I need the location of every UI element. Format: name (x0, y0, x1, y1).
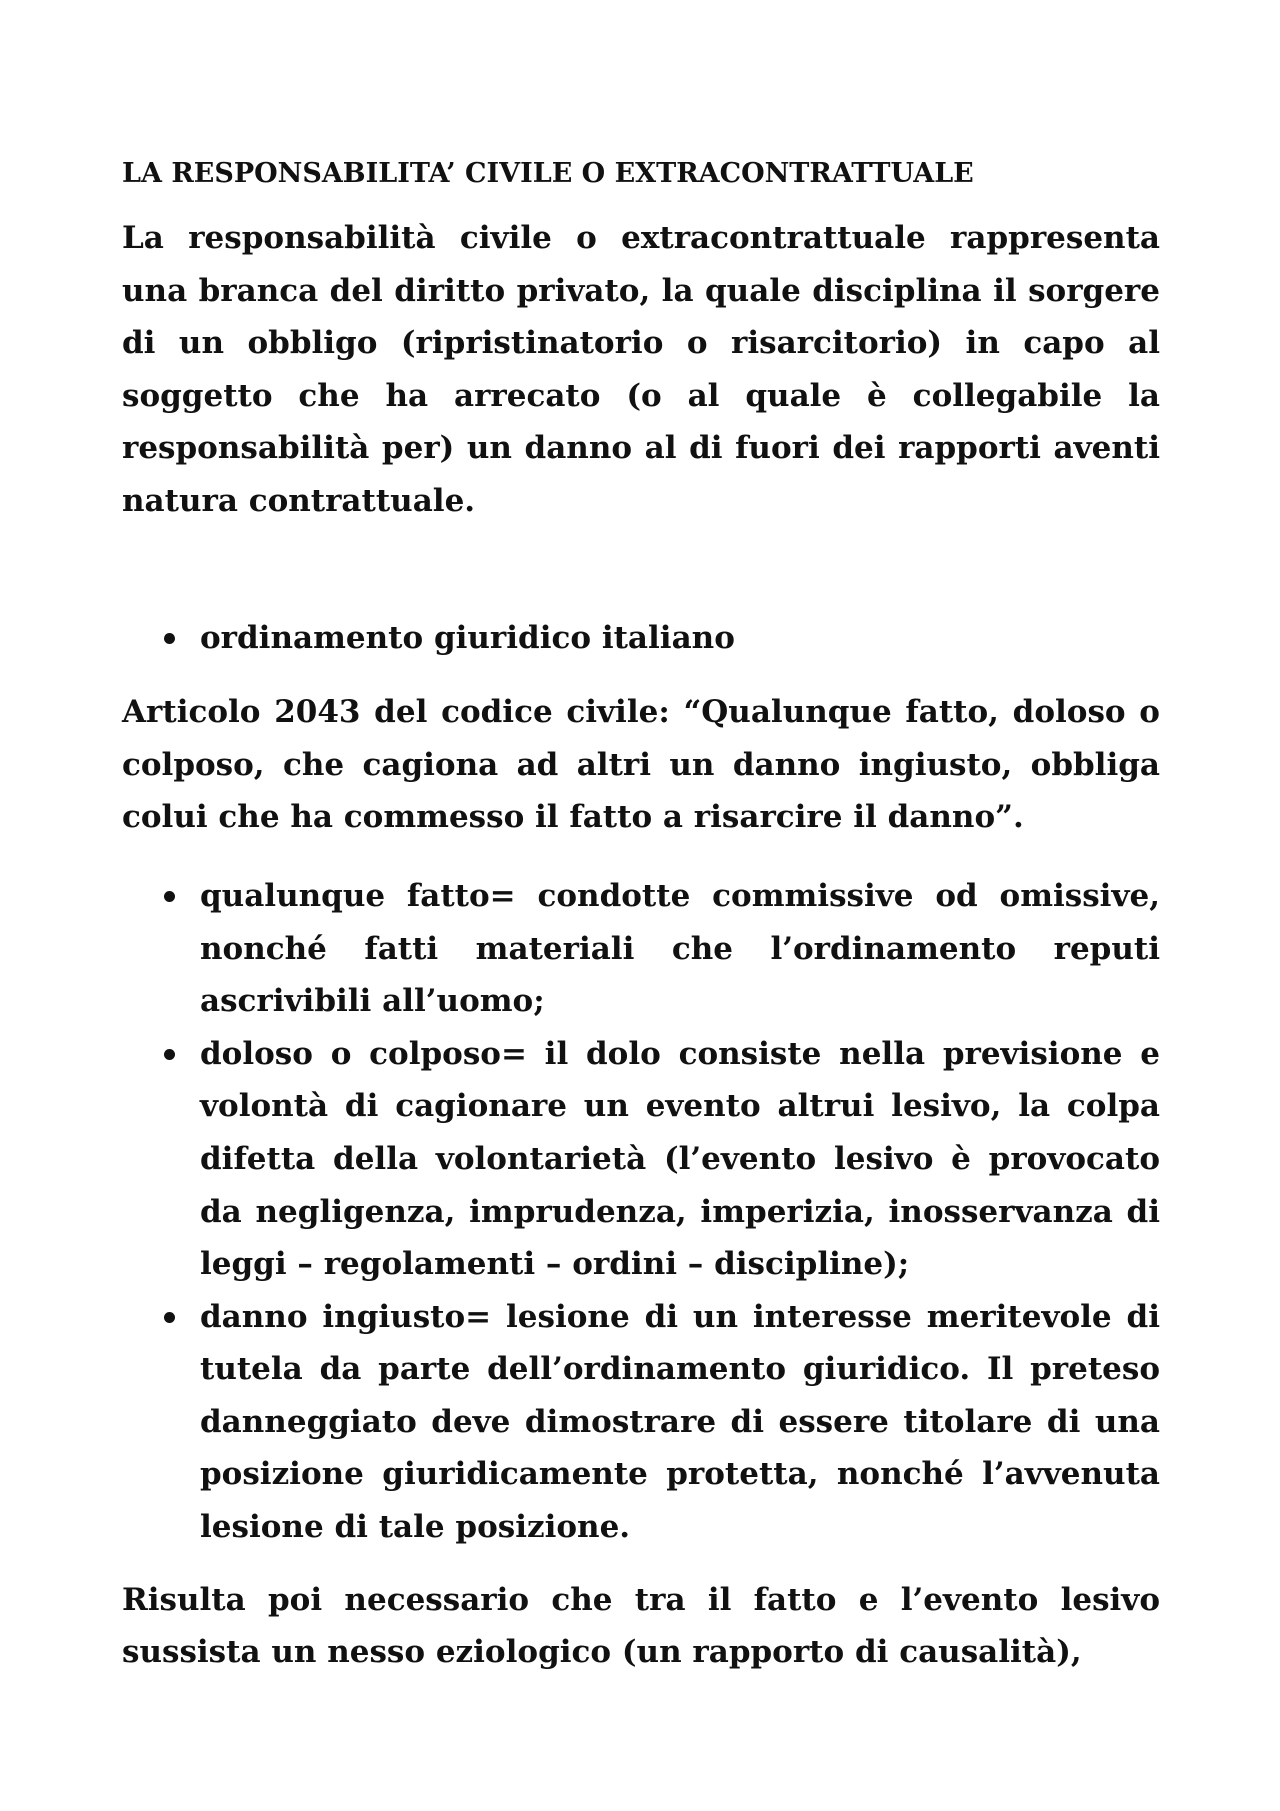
definition-text: danno ingiusto= lesione di un interesse meritevole di tutela da parte dell’ordinamento giuridico. Il preteso danneggiato deve dimostrare di essere titolare di una posizione giuridicamente protetta, nonché l’avvenuta lesione di tale posizione. (200, 1298, 1160, 1546)
definition-text: qualunque fatto= condotte commissive od omissive, nonché fatti materiali che l’ordinamento reputi ascrivibili all’uomo; (200, 877, 1160, 1020)
spacer (122, 664, 1160, 686)
definition-item (122, 1291, 1160, 1554)
bullet-icon (164, 1312, 175, 1323)
closing-paragraph: Risulta poi necessario che tra il fatto e l’evento lesivo sussista un nesso eziologico (un rapporto di causalità), (122, 1581, 1160, 1671)
definition-text: doloso o colposo= il dolo consiste nella previsione e volontà di cagionare un evento altrui lesivo, la colpa difetta della volontarietà (l’evento lesivo è provocato da negligenza, imprudenza, imperizia, inosservanza di leggi – regolamenti – ordini – discipline); (200, 1035, 1160, 1283)
intro-paragraph: La responsabilità civile o extracontrattuale rappresenta una branca del diritto privato, la quale disciplina il sorgere di un obbligo (ripristinatorio o risarcitorio) in capo al soggetto che ha arrecato (o al quale è collegabile la responsabilità per) un danno al di fuori dei rapporti aventi natura contrattuale. (122, 220, 1160, 519)
spacer (122, 844, 1160, 870)
section-bullet-text: ordinamento giuridico italiano (200, 619, 735, 656)
spacer (122, 528, 1160, 612)
spacer (122, 1554, 1160, 1574)
bullet-icon (164, 633, 175, 644)
bullet-icon (164, 1049, 175, 1060)
document-body (122, 154, 1160, 1679)
definition-item (122, 870, 1160, 1028)
bullet-icon (164, 891, 175, 902)
section-bullet-item (122, 612, 1160, 665)
definition-item (122, 1028, 1160, 1291)
article-paragraph: Articolo 2043 del codice civile: “Qualunque fatto, doloso o colposo, che cagiona ad altri un danno ingiusto, obbliga colui che ha commesso il fatto a risarcire il danno”. (122, 694, 1160, 836)
section-bullet-list (122, 612, 1160, 665)
definitions-list (122, 870, 1160, 1554)
page-title: LA RESPONSABILITA’ CIVILE O EXTRACONTRATTUALE (122, 158, 974, 189)
